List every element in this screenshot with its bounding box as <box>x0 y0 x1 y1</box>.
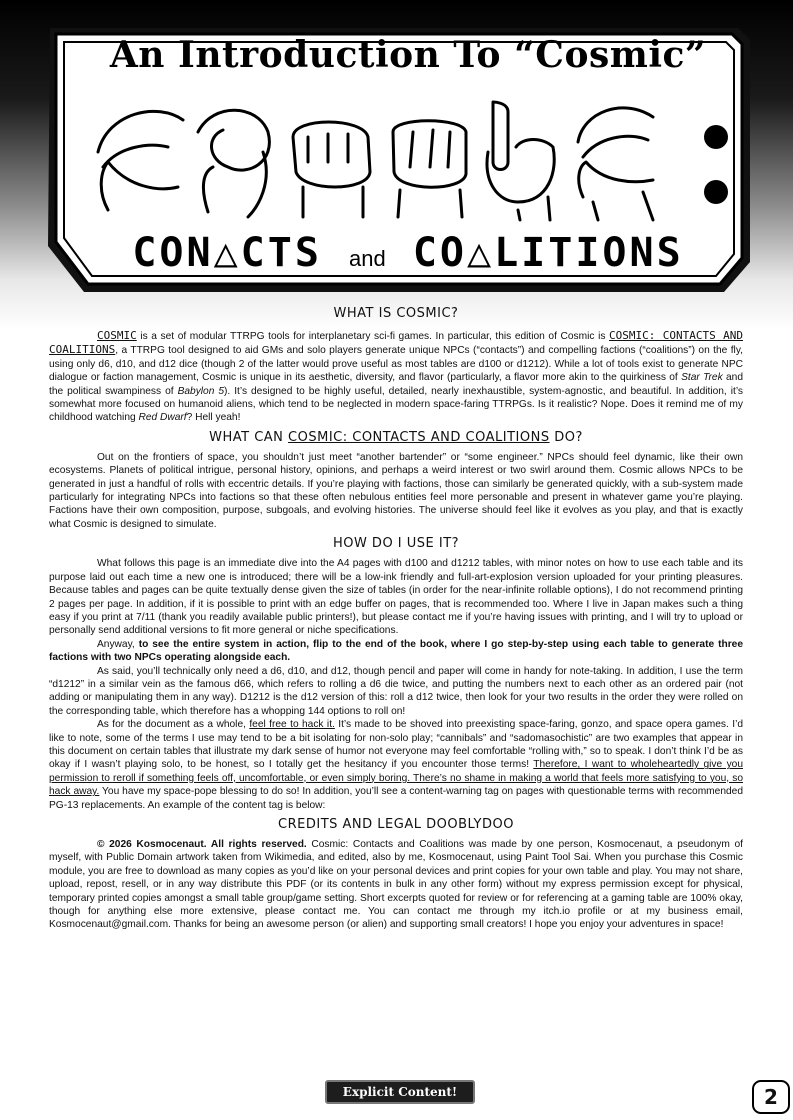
cosmic-label: COSMIC <box>97 329 137 342</box>
heading-part: WHAT CAN <box>209 429 289 445</box>
text-span: You have my space-pope blessing to do so! In addition, you’ll see a content-warning tag on pages with questionable terms with recommended PG-13 replacements. An example of the content tag is below: <box>49 786 743 811</box>
text-span: is a set of modular TTRPG tools for interplanetary sci-fi games. In particular, this edition of Cosmic is <box>136 331 610 342</box>
text-span: It’s made to be shoved into preexisting space-faring, gonzo, and space opera games. I’d like to note, some of the terms I use may tend to be a bit isolating for non-solo play; “cannibals” and “sadomasochistic” are two examples that appear in this document on certain tables that illustrate my dark sense of humor not everyone may feel comfortable “rolling with,” so to speak. I don’t think I’d be as okay if I wasn’t playing solo, to be honest, so I totally get the hesitancy if you encounter those terms! <box>49 719 743 771</box>
subtitle-contacts: CON△CTS <box>132 230 322 276</box>
paragraph-what-can: Out on the frontiers of space, you shouldn’t just meet “another bartender” or “some engineer.” NPCs should feel dynamic, like their own ecosystems. Planets of political intrigue, personal history, opinions, and perhaps a weird interest or two swirl around them. Cosmic allows NPCs to be generated in just a handful of rolls with eccentric details. If you’re playing with factions, those can similarly be generated quickly, with a sub-system made particularly for integrating NPCs into factions so that these often nebulous entities feel more personable and present in whatever game you’re playing. Factions have their own composition, purpose, subgoals, and evolving histories. The universe should feel like it evolves as you play, and that is exactly what Cosmic is designed to simulate. <box>49 451 743 530</box>
underlined-text: feel free to hack it. <box>249 719 335 731</box>
red-dwarf-title: Red Dwarf <box>138 412 187 424</box>
copyright-text: © 2026 Kosmocenaut. All rights reserved. <box>97 839 307 850</box>
heading-credits: CREDITS AND LEGAL DOOBLYDOO <box>278 817 514 832</box>
paragraph-what-is <box>49 329 743 425</box>
heading-what-can <box>49 429 743 447</box>
text-span: ? Hell yeah! <box>186 412 241 424</box>
subtitle-and: and <box>349 246 386 271</box>
underlined-text: Therefore, I want to wholeheartedly give you permission to reroll if something feels off, uncomfortable, or even simply boring. There’s no shame in making a world that feels more satisfying to you, so hack away. <box>49 759 743 798</box>
text-span: Cosmic: Contacts and Coalitions was made by one person, Kosmocenaut, a pseudonym of myself, with Public Domain artwork taken from Wikimedia, and edited, also by me, Kosmocenaut, using Paint Tool Sai. When you purchase this Cosmic module, you are free to download as many copies as you’d like on your personal devices and print copies for your own table and play. You may not share, upload, repost, resell, or in any way distribute this PDF (or its contents in bulk in any other form) without my express permission except for physical, temporary printed copies amongst a small table group/game setting. Short excerpts quoted for review or for referencing at a gaming table are 100% okay, though for anything else more extensive, please contact me. You can contact me through my itch.io profile or at my business email, Kosmocenaut@gmail.com. Thanks for being an awesome person (or alien) and supporting small creators! I hope you enjoy your adventures in space! <box>49 839 743 931</box>
heading-part: DO? <box>549 429 583 445</box>
page-body <box>49 305 743 932</box>
paragraph-how-2 <box>49 638 743 665</box>
paragraph-how-1: What follows this page is an immediate dive into the A4 pages with d100 and d1212 tables, with minor notes on how to use each table and its purpose laid out each time a new one is introduced; there will be a low-ink friendly and full-art-explosion version uploaded for your printing pleasures. Because tables and pages can be quite textually dense given the size of tables (in order for the near-infinite rollable options), I do not recommend printing 2 pages per page. In addition, if it is possible to print with an edge buffer on pages, that is recommended too. Where I live in Japan makes such a thing easy if you print at 7/11 (thank you readily available public printers!), but please contact me if you’re having issues with printing, and I will try to upload or personally send additional versions to fit more general or niche specifications. <box>49 558 743 637</box>
text-span: As for the document as a whole, <box>97 719 250 731</box>
bold-text: to see the entire system in action, flip to the end of the book, where I go step-by-step using each table to generate three factions with two NPCs operating alongside each. <box>49 638 743 664</box>
star-trek-title: Star Trek <box>681 372 723 384</box>
text-span: Anyway, <box>97 638 139 650</box>
banner-subtitle <box>38 230 778 276</box>
product-label: COSMIC: CONTACTS AND COALITIONS <box>49 329 743 357</box>
babylon-title: Babylon 5 <box>177 385 225 397</box>
subtitle-coalitions: CO△LITIONS <box>412 230 684 276</box>
title-banner <box>38 22 748 294</box>
banner-title: An Introduction To “Cosmic” <box>109 34 707 76</box>
paragraph-how-3: As said, you’ll technically only need a d6, d10, and d12, though pencil and paper will come in handy for note-taking. In addition, I use the term “d1212” in a similar vein as the famous d66, which refers to rolling a d6 die twice, and putting the numbers next to each other as an ordered pair (not adding or manipulating them in any way). D1212 is the d12 version of this: roll a d12 twice, then look for your two results in the order they were rolled on the corresponding table, which therefore has a whopping 144 options to roll on! <box>49 665 743 717</box>
heading-what-is: WHAT IS COSMIC? <box>333 306 459 321</box>
text-span: , a TTRPG tool designed to aid GMs and solo players generate unique NPCs (“contacts”) and compelling factions (“coalitions”) on the fly, using only d6, d10, and d12 dice (though 2 of the latter would prove useful as most tables are d100 or d1212). While a lot of tools exist to generate NPC dialogue or faction management, Cosmic is unique in its aesthetic, diversity, and flavor (particularly, a flavor more akin to the quirkiness of <box>49 345 743 384</box>
explicit-content-tag: Explicit Content! <box>325 1080 475 1104</box>
paragraph-credits <box>49 838 743 932</box>
heading-underlined: COSMIC: CONTACTS AND COALITIONS <box>288 429 550 445</box>
sign-language-hands-illustration <box>88 92 728 222</box>
heading-how: HOW DO I USE IT? <box>332 536 460 552</box>
text-span: ). It’s designed to be highly useful, detailed, nearly inexhaustible, system-agnostic, and beautiful. In addition, it’s somewhat more focused on humanoid aliens, which tend to be neglected in modern space-faring TTRPGs. Is it realistic? Nope. Does it remind me of my childhood watching <box>49 385 743 424</box>
text-span: and the political swampiness of <box>49 372 744 397</box>
paragraph-how-4 <box>49 718 743 812</box>
page-number: 2 <box>752 1080 790 1114</box>
